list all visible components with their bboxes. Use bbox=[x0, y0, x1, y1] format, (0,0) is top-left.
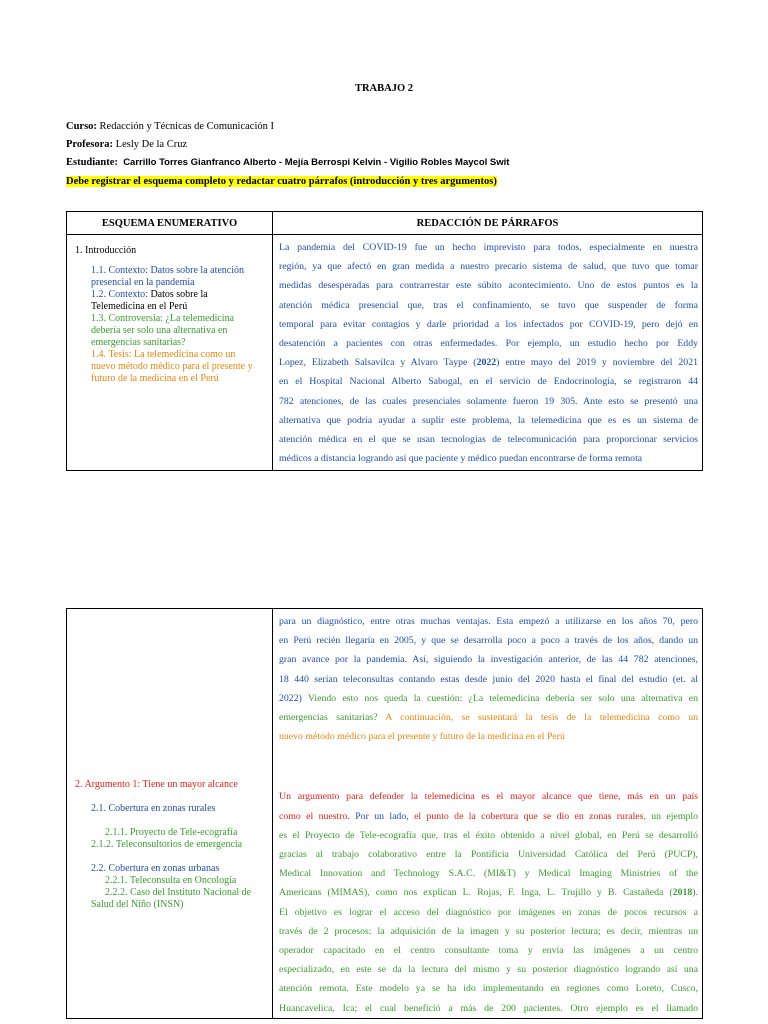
paragraph-cell-argument bbox=[273, 609, 703, 1019]
citation-year-2018: 2018 bbox=[672, 887, 693, 899]
outline-argument-1: 2. Argumento 1: Tiene un mayor alcance bbox=[75, 779, 238, 790]
header-paragraphs: REDACCIÓN DE PÁRRAFOS bbox=[273, 212, 703, 235]
course-value: Redacción y Técnicas de Comunicación I bbox=[96, 121, 274, 132]
outline-context-1: 1.1. Contexto: Datos sobre la atención bbox=[91, 265, 245, 276]
thesis-sentence: A continuación, se sustentará la tesis de la telemedicina como un bbox=[377, 712, 698, 724]
outline-cell-intro bbox=[67, 235, 273, 471]
students-value: Carrillo Torres Gianfranco Alberto - Mejía Berrospi Kelvin - Vigilio Robles Maycol Swit bbox=[123, 157, 510, 168]
outline-context-2: 1.2. Contexto: Datos sobre la bbox=[91, 289, 208, 300]
outline-urban-2: 2.2.2. Caso del Instituto Nacional de bbox=[105, 887, 252, 898]
citation-year-2022: 2022 bbox=[476, 357, 497, 369]
outline-controversy-cont: debería ser solo una alternativa en bbox=[91, 325, 228, 336]
outline-urban: 2.2. Cobertura en zonas urbanas bbox=[91, 863, 220, 874]
outline-controversy: 1.3. Controversia: ¿La telemedicina bbox=[91, 313, 235, 324]
instruction-line bbox=[66, 176, 497, 187]
course-label: Curso: bbox=[66, 121, 97, 132]
argument-1-paragraph: Un argumento para defender la telemedicina es el mayor alcance que tiene, más en un país como el nuestro. Por un lado, el punto de la cobertura que se dio en zonas rurales, un ejemplo es el Proyecto de Tele-ecografía que, tras el éxito obtenido a nivel global, en Perú se desarrolló gracias al trabajo colaborativo entre la Pontificia Universidad Católica del Perú (PUCP), Medical Innovation and Technology S.A.C. (MI&T) y Medical Imaging Ministries of the Americans (MIMAS), como nos explican L. Rojas, F. Inga, L. Trujillo y B. Castañeda (2018). El objetivo es lograr el acceso del diagnóstico por imágenes en zonas de pocos recursos a través de 2 procesos: la adquisición de la imagen y su posterior lectura; es decir, mientras un operador capacitado en el centro consultante toma y envía las imágenes a un centro especializado, en este se da la lectura del mismo y su posterior diagnóstico logrando así una atención remota. Este modelo ya se ha ido implementando en regiones como Loreto, Cusco, Huancavelica, Ica; el cual benefició a más de 200 pacientes. Otro ejemplo es el llamado bbox=[279, 791, 698, 1014]
outline-rural: 2.1. Cobertura en zonas rurales bbox=[91, 803, 216, 814]
outline-thesis: 1.4. Tesis: La telemedicina como un bbox=[91, 349, 236, 360]
controversy-sentence: Viendo esto nos queda la cuestión: ¿La telemedicina debería ser solo una alternativa en bbox=[301, 692, 698, 704]
students-line bbox=[66, 157, 509, 168]
outline-rural-1: 2.1.1. Proyecto de Tele-ecografía bbox=[105, 827, 238, 838]
outline-urban-2-cont: Salud del Niño (INSN) bbox=[91, 899, 184, 910]
outline-thesis-end: futuro de la medicina en el Perú bbox=[91, 373, 219, 384]
teacher-line bbox=[66, 139, 187, 150]
outline-context-1-cont: presencial en la pandemia bbox=[91, 277, 195, 288]
teacher-label: Profesora: bbox=[66, 139, 114, 150]
teacher-value: Lesly De la Cruz bbox=[113, 139, 188, 150]
outline-intro: 1. Introducción bbox=[75, 245, 137, 256]
instruction-highlight: Debe registrar el esquema completo y redactar cuatro párrafos (introducción y tres argumentos) bbox=[66, 176, 497, 187]
outline-table-top bbox=[66, 211, 703, 471]
header-outline: ESQUEMA ENUMERATIVO bbox=[67, 212, 273, 235]
outline-cell-argument bbox=[67, 609, 273, 1019]
outline-rural-2: 2.1.2. Teleconsultorios de emergencia bbox=[91, 839, 243, 850]
intro-paragraph: La pandemia del COVID-19 fue un hecho imprevisto para todos, especialmente en nuestra región, ya que afectó en gran medida a nuestro precario sistema de salud, que tuvo que tomar medidas desesperadas para contrarrestar este súbito acontecimiento. Uno de estos puntos es la atención médica presencial que, tras el confinamiento, se tuvo que suspender de forma temporal para evitar contagios y darle prioridad a los infectados por COVID-19, pero dejó en desatención a pacientes con otras enfermedades. Por ejemplo, un estudio hecho por Eddy Lopez, Elizabeth Salsavilca y Alvaro Taype (2022) entre mayo del 2019 y noviembre del 2021 en el Hospital Nacional Alberto Sabogal, en el servicio de Endocrinología, se registraron 44 782 atenciones, de las cuales presenciales solamente fueron 19 305. Ante esto se presentó una alternativa que podría ayudar a suplir este problema, la telemedicina que es es un sistema de atención médica en el que se usan tecnologías de telecomunicación para proporcionar servicios médicos a distancia logrando así que paciente y médico puedan encontrarse de forma remota bbox=[279, 242, 698, 465]
outline-urban-1: 2.2.1. Teleconsulta en Oncología bbox=[105, 875, 237, 886]
outline-table-bottom bbox=[66, 608, 703, 1019]
intro-paragraph-cont: para un diagnóstico, entre otras muchas ventajas. Esta empezó a utilizarse en los años 70, pero en Perú recién llegaría en 2005, y que se desarrolla poco a poco a través de los años, dando un gran avance por la pandemia. Así, siguiendo la investigación anterior, de las 44 782 atenciones, 18 440 serían teleconsultas contando estas desde junio del 2020 hasta el final del estudio (et. al 2022) Viendo esto nos queda la cuestión: ¿La telemedicina debería ser solo una alternativa en emergencias sanitarias? A continuación, se sustentará la tesis de la telemedicina como un nuevo método médico para el presente y futuro de la medicina en el Perú bbox=[279, 616, 698, 743]
outline-thesis-cont: nuevo método médico para el presente y bbox=[91, 361, 253, 372]
students-label: Estudiante: bbox=[66, 157, 118, 168]
paragraph-cell-intro bbox=[273, 235, 703, 471]
course-line bbox=[66, 121, 274, 132]
outline-controversy-end: emergencias sanitarias? bbox=[91, 337, 186, 348]
page-title: TRABAJO 2 bbox=[354, 83, 414, 94]
outline-context-2-cont: Telemedicina en el Perú bbox=[91, 301, 188, 312]
